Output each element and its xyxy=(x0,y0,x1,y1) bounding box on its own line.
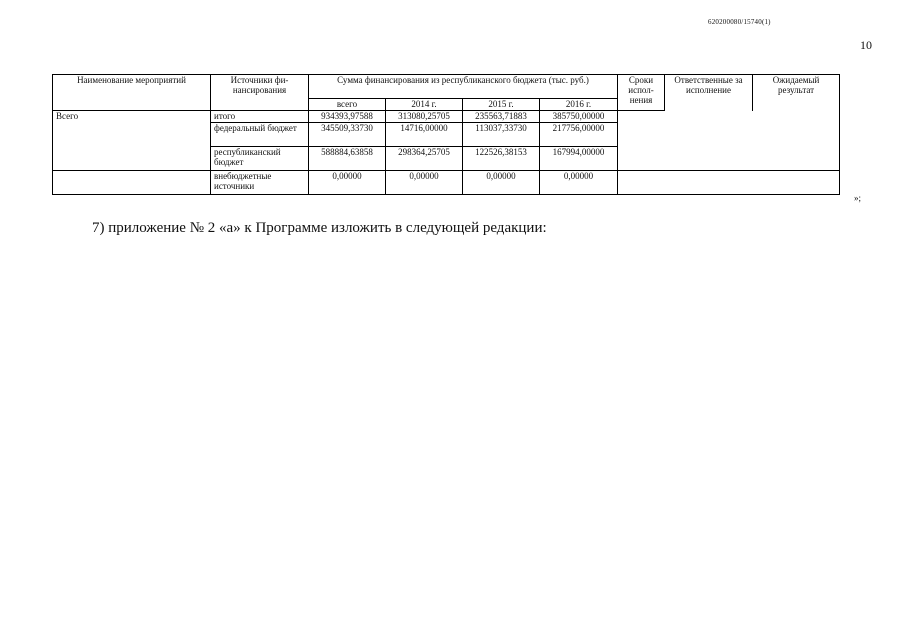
table-header-row xyxy=(53,75,840,99)
body-paragraph: 7) приложение № 2 «а» к Программе изложить в следующей редакции: xyxy=(92,220,547,236)
cell-2016: 0,00000 xyxy=(540,171,618,195)
cell-2015: 0,00000 xyxy=(463,171,540,195)
header-funding: Сумма финансирования из республиканского бюджета (тыс. руб.) xyxy=(309,75,618,99)
cell-2016: 167994,00000 xyxy=(540,147,618,171)
cell-total: 588884,63858 xyxy=(309,147,386,171)
header-measures: Наименование мероприятий xyxy=(53,75,211,111)
header-2015: 2015 г. xyxy=(463,99,540,111)
cell-2015: 122526,38153 xyxy=(463,147,540,171)
closing-quote: »; xyxy=(854,193,862,203)
cell-blank-right xyxy=(618,111,840,171)
header-responsible: Ответственные за исполнение xyxy=(665,75,753,111)
cell-2014: 298364,25705 xyxy=(386,147,463,171)
cell-2016: 385750,00000 xyxy=(540,111,618,123)
document-code: 620200080/15740(1) xyxy=(708,18,771,26)
table-row xyxy=(53,111,840,123)
cell-source: республиканский бюджет xyxy=(211,147,309,171)
cell-2015: 113037,33730 xyxy=(463,123,540,147)
header-sources: Источники фи-нансирования xyxy=(211,75,309,111)
cell-total: 934393,97588 xyxy=(309,111,386,123)
cell-blank-right xyxy=(618,171,840,195)
cell-2014: 313080,25705 xyxy=(386,111,463,123)
cell-source: внебюджетные источники xyxy=(211,171,309,195)
cell-measure xyxy=(53,171,211,195)
cell-total: 345509,33730 xyxy=(309,123,386,147)
cell-2014: 14716,00000 xyxy=(386,123,463,147)
cell-2015: 235563,71883 xyxy=(463,111,540,123)
header-2016: 2016 г. xyxy=(540,99,618,111)
cell-2014: 0,00000 xyxy=(386,171,463,195)
cell-source: федеральный бюджет xyxy=(211,123,309,147)
page-number: 10 xyxy=(860,38,872,52)
header-result: Ожидаемый результат xyxy=(753,75,840,111)
cell-source: итого xyxy=(211,111,309,123)
cell-measure: Всего xyxy=(53,111,211,171)
header-2014: 2014 г. xyxy=(386,99,463,111)
financing-table xyxy=(52,74,840,195)
cell-total: 0,00000 xyxy=(309,171,386,195)
header-total: всего xyxy=(309,99,386,111)
header-terms: Сроки испол-нения xyxy=(618,75,665,111)
cell-2016: 217756,00000 xyxy=(540,123,618,147)
table-row xyxy=(53,171,840,195)
